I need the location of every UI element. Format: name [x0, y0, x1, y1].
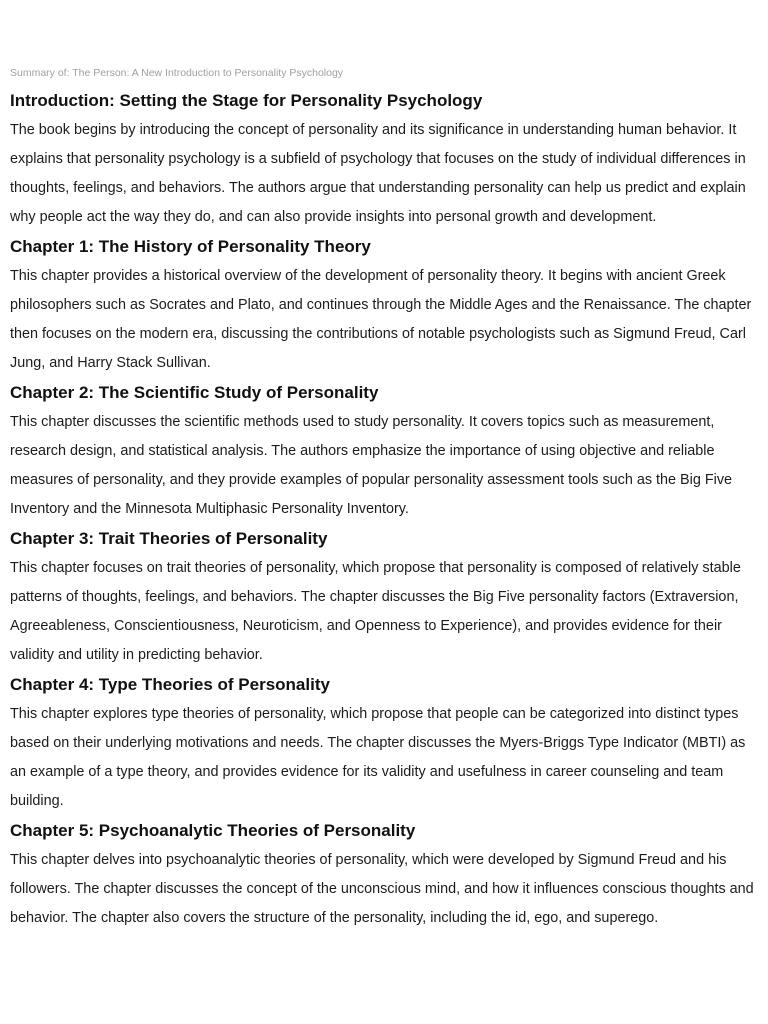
section-heading: Chapter 2: The Scientific Study of Personality: [10, 383, 379, 402]
section-paragraph: This chapter discusses the scientific methods used to study personality. It covers topics such as measurement, research design, and statistical analysis. The authors emphasize the importance of using objective and reliable measures of personality, and they provide examples of popular personality assessment tools such as the Big Five Inventory and the Minnesota Multiphasic Personality Inventory.: [10, 414, 733, 517]
section-chapter-5: [10, 816, 762, 933]
section-paragraph: This chapter focuses on trait theories of personality, which propose that personality is composed of relatively stable patterns of thoughts, feelings, and behaviors. The chapter discusses the Big Five personality factors (Extraversion, Agreeableness, Conscientiousness, Neuroticism, and Openness to Experience), and provides evidence for their validity and utility in predicting behavior.: [10, 560, 741, 663]
section-heading: Chapter 3: Trait Theories of Personality: [10, 529, 328, 548]
section-heading: Chapter 4: Type Theories of Personality: [10, 675, 330, 694]
section-heading: Chapter 5: Psychoanalytic Theories of Personality: [10, 821, 416, 840]
section-heading: Introduction: Setting the Stage for Personality Psychology: [10, 91, 483, 110]
section-chapter-3: [10, 524, 762, 670]
section-paragraph: This chapter explores type theories of personality, which propose that people can be categorized into distinct types based on their underlying motivations and needs. The chapter discusses the Myers-Briggs Type Indicator (MBTI) as an example of a type theory, and provides evidence for its validity and usefulness in career counseling and team building.: [10, 706, 746, 809]
document-header: Summary of: The Person: A New Introduction to Personality Psychology: [10, 67, 344, 79]
section-paragraph: The book begins by introducing the concept of personality and its significance in understanding human behavior. It explains that personality psychology is a subfield of psychology that focuses on the study of individual differences in thoughts, feelings, and behaviors. The authors argue that understanding personality can help us predict and explain why people act the way they do, and can also provide insights into personal growth and development.: [10, 122, 746, 225]
section-chapter-4: [10, 670, 762, 816]
section-heading: Chapter 1: The History of Personality Theory: [10, 237, 371, 256]
section-chapter-2: [10, 378, 762, 524]
section-paragraph: This chapter provides a historical overview of the development of personality theory. It begins with ancient Greek philosophers such as Socrates and Plato, and continues through the Middle Ages and the Renaissance. The chapter then focuses on the modern era, discussing the contributions of notable psychologists such as Sigmund Freud, Carl Jung, and Harry Stack Sullivan.: [10, 268, 752, 371]
section-chapter-1: [10, 232, 762, 378]
section-paragraph: This chapter delves into psychoanalytic theories of personality, which were developed by Sigmund Freud and his followers. The chapter discusses the concept of the unconscious mind, and how it influences conscious thoughts and behavior. The chapter also covers the structure of the personality, including the id, ego, and superego.: [10, 852, 754, 926]
section-introduction: [10, 86, 762, 232]
document-page: [10, 66, 762, 933]
